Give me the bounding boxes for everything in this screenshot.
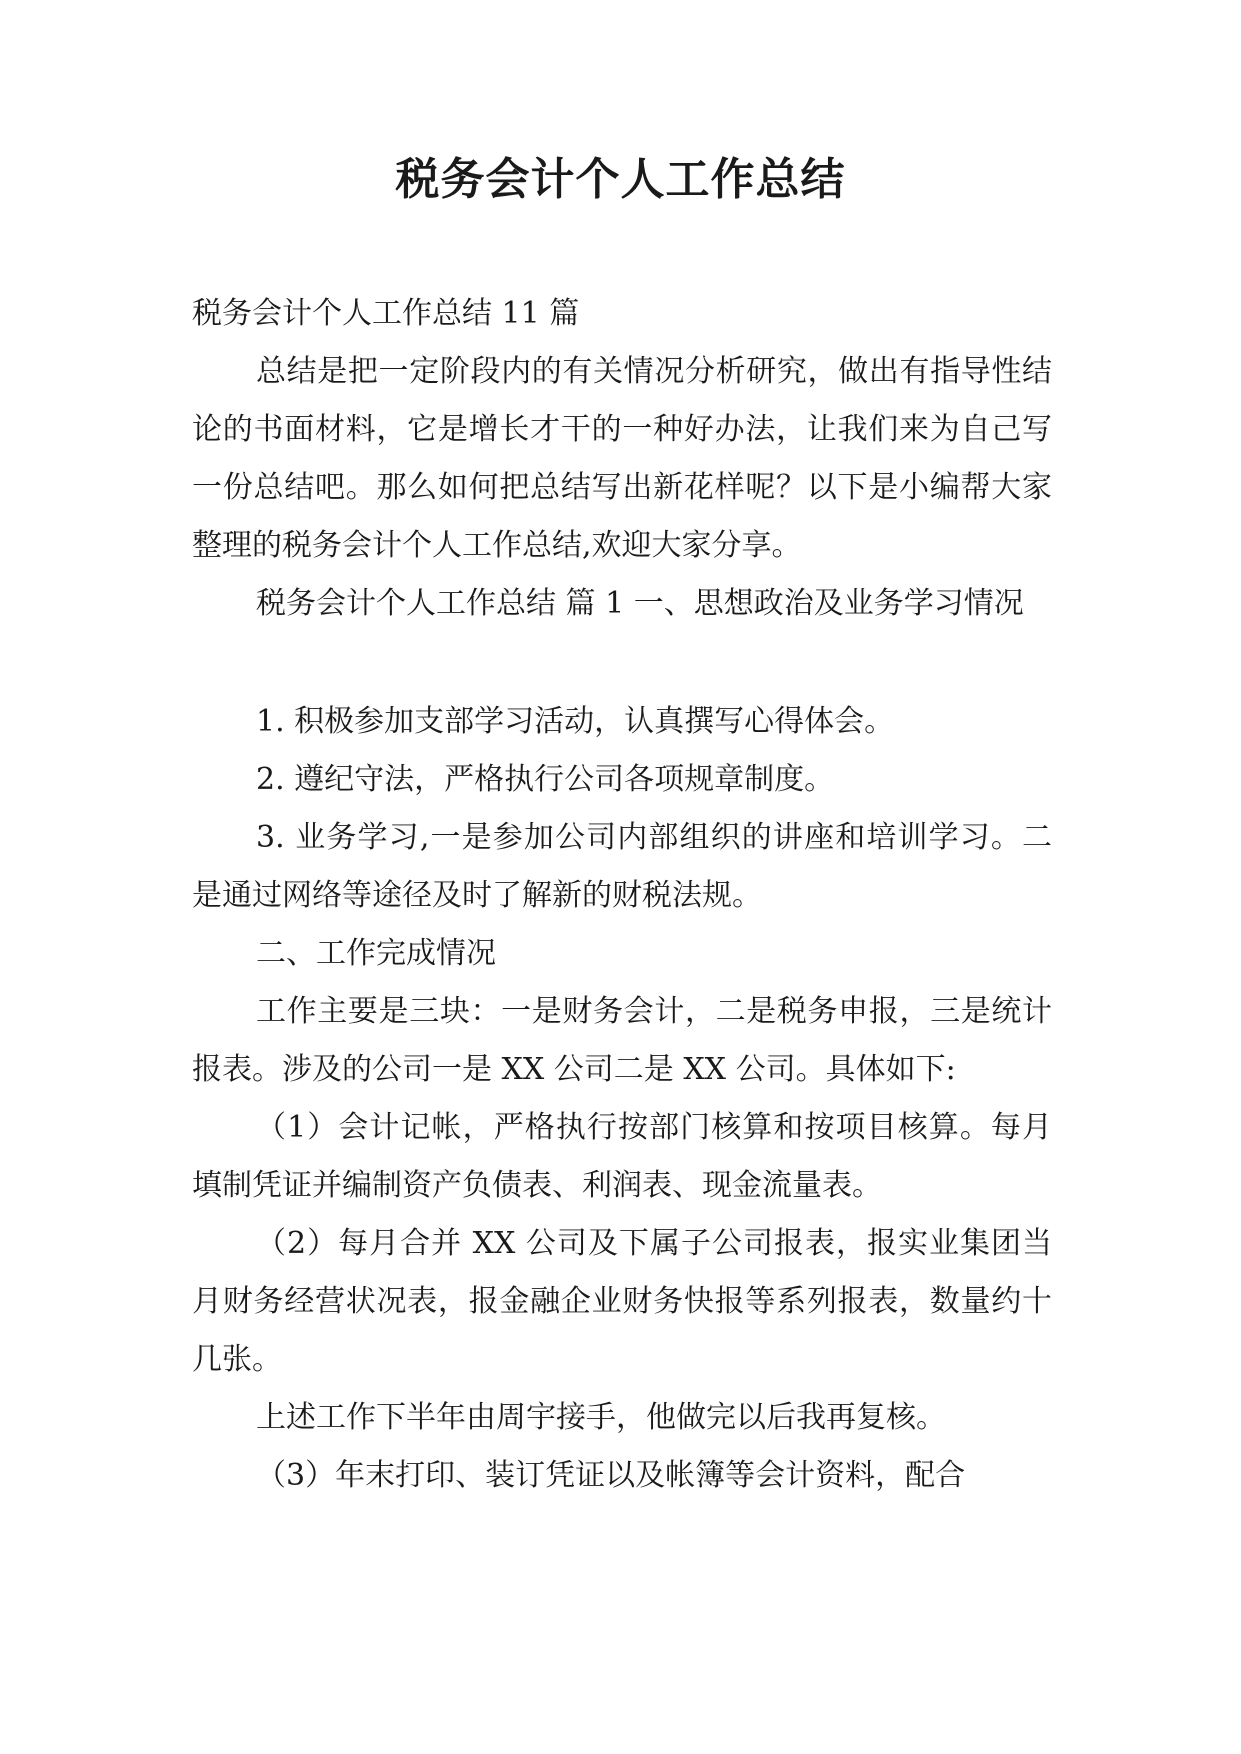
section-heading-1: 税务会计个人工作总结 篇 1 一、思想政治及业务学习情况	[256, 586, 1024, 621]
blank-line	[192, 633, 1052, 693]
list-item-3: 3. 业务学习,一是参加公司内部组织的讲座和培训学习。二是通过网络等途径及时了解新的财税法规。	[192, 820, 1052, 913]
work-item-1: （1）会计记帐，严格执行按部门核算和按项目核算。每月填制凭证并编制资产负债表、利润表、现金流量表。	[192, 1110, 1052, 1203]
list-item-2: 2. 遵纪守法，严格执行公司各项规章制度。	[256, 762, 835, 797]
document-title: 税务会计个人工作总结	[395, 154, 846, 205]
subtitle-line: 税务会计个人工作总结 11 篇	[192, 296, 580, 331]
list-item-1: 1. 积极参加支部学习活动，认真撰写心得体会。	[256, 704, 895, 739]
work-item-2: （2）每月合并 XX 公司及下属子公司报表，报实业集团当月财务经营状况表，报金融企业财务快报等系列报表，数量约十几张。	[192, 1226, 1052, 1377]
intro-paragraph: 总结是把一定阶段内的有关情况分析研究，做出有指导性结论的书面材料，它是增长才干的一种好办法，让我们来为自己写一份总结吧。那么如何把总结写出新花样呢？以下是小编帮大家整理的税务会计个人工作总结,欢迎大家分享。	[192, 354, 1052, 563]
work-item-3: （3）年末打印、装订凭证以及帐簿等会计资料，配合	[256, 1458, 966, 1493]
work-overview-paragraph: 工作主要是三块：一是财务会计，二是税务申报，三是统计报表。涉及的公司一是 XX 公司二是 XX 公司。具体如下:	[192, 994, 1052, 1087]
section-heading-2: 二、工作完成情况	[256, 936, 496, 971]
handover-note: 上述工作下半年由周宇接手，他做完以后我再复核。	[256, 1400, 946, 1435]
document-body	[192, 285, 1052, 1505]
